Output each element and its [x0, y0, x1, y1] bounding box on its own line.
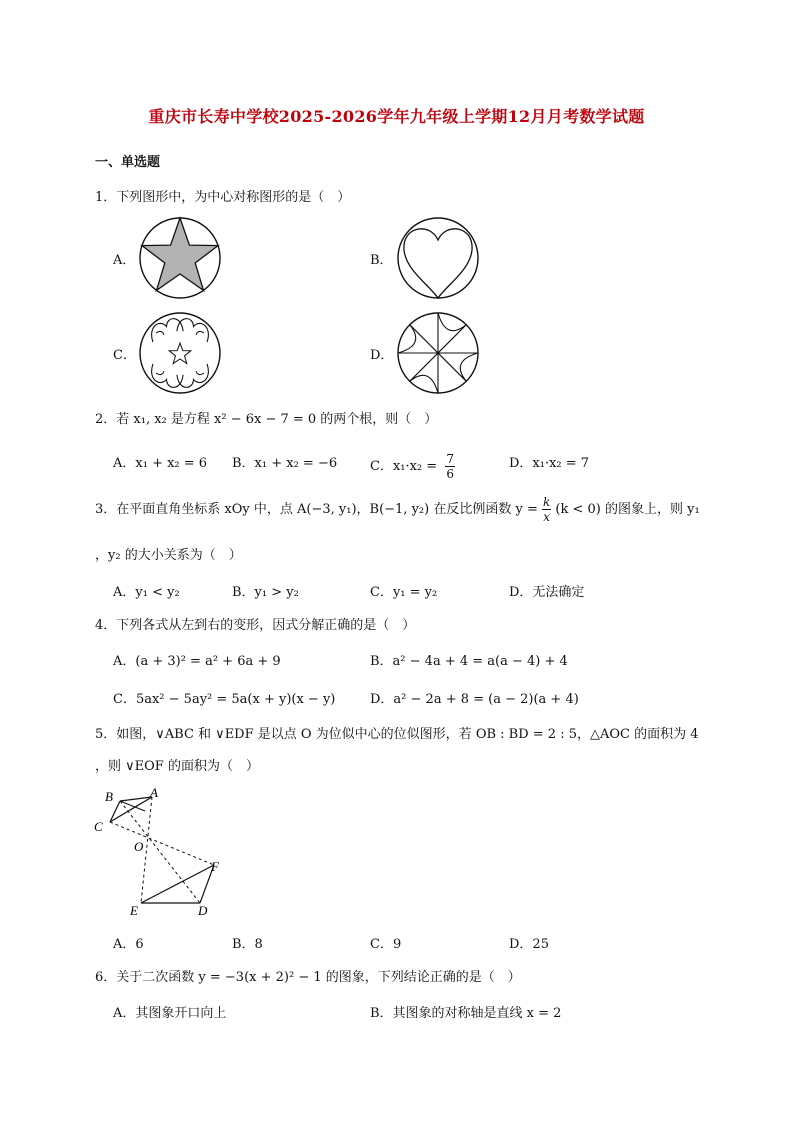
q3-option-b[interactable]: B．y₁ > y₂	[232, 585, 299, 600]
fig-label-o: O	[134, 839, 144, 854]
q6-option-b[interactable]: B．其图象的对称轴是直线 x = 2	[370, 1006, 562, 1021]
q3-option-d[interactable]: D．无法确定	[509, 585, 585, 600]
q3-fraction-numerator: k	[542, 495, 551, 509]
q5-option-b[interactable]: B．8	[232, 937, 263, 952]
fig-label-d: D	[198, 903, 208, 918]
q5-option-a[interactable]: A．6	[113, 937, 144, 952]
q6-option-a[interactable]: A．其图象开口向上	[113, 1006, 227, 1021]
q3-stem-line1	[95, 495, 700, 524]
q3-stem-post: (k < 0) 的图象上，则 y₁	[555, 502, 700, 517]
q3-stem-line2: ，y₂ 的大小关系为（ ）	[95, 548, 242, 563]
q2-option-d[interactable]: D．x₁·x₂ = 7	[509, 456, 590, 471]
section-heading: 一、单选题	[95, 155, 161, 170]
q5-stem-line2: ，则 ∨EOF 的面积为（ ）	[95, 759, 259, 774]
fig-label-c: C	[94, 819, 103, 834]
q6-stem: 6．关于二次函数 y = −3(x + 2)² − 1 的图象，下列结论正确的是（ ）	[95, 970, 521, 985]
q4-stem: 4．下列各式从左到右的变形，因式分解正确的是（ ）	[95, 618, 416, 633]
q1-figure-c-hearts-and-star	[138, 311, 222, 395]
q3-stem-pre: 3．在平面直角坐标系 xOy 中，点 A(−3, y₁)，B(−1, y₂) 在反比例函数 y =	[95, 502, 538, 517]
q1-figure-a-star-in-circle	[138, 216, 222, 300]
q4-option-c[interactable]: C．5ax² − 5ay² = 5a(x + y)(x − y)	[113, 692, 336, 707]
q2-option-b[interactable]: B．x₁ + x₂ = −6	[232, 456, 338, 471]
q1-option-b-label[interactable]: B．	[370, 253, 393, 268]
q4-option-d[interactable]: D．a² − 2a + 8 = (a − 2)(a + 4)	[370, 692, 579, 707]
q2-option-a[interactable]: A．x₁ + x₂ = 6	[113, 456, 208, 471]
q1-option-a-label[interactable]: A．	[113, 253, 136, 268]
fig-label-f: F	[211, 859, 219, 874]
q5-stem-line1: 5．如图，∨ABC 和 ∨EDF 是以点 O 为位似中心的位似图形，若 OB : BD = 2 : 5，△AOC 的面积为 4	[95, 727, 699, 742]
q2-option-c-fraction	[445, 452, 455, 481]
q3-fraction-denominator: x	[543, 510, 551, 524]
q1-figure-b-heart-in-circle	[396, 216, 480, 300]
q4-option-a[interactable]: A．(a + 3)² = a² + 6a + 9	[113, 654, 281, 669]
q3-option-c[interactable]: C．y₁ = y₂	[370, 585, 438, 600]
q2-stem: 2．若 x₁, x₂ 是方程 x² − 6x − 7 = 0 的两个根，则（ ）	[95, 412, 438, 427]
fig-label-b: B	[105, 789, 113, 804]
q1-figure-d-pinwheel-arcs	[396, 311, 480, 395]
q2-option-c-denominator: 6	[446, 467, 454, 481]
q5-figure-similar-triangles	[90, 785, 230, 920]
q3-fraction	[542, 495, 551, 524]
fig-label-a: A	[150, 785, 158, 800]
q1-option-c-label[interactable]: C．	[113, 348, 136, 363]
q2-option-c-text: C．x₁·x₂ =	[370, 459, 438, 474]
fig-label-e: E	[130, 903, 138, 918]
q1-option-d-label[interactable]: D．	[370, 348, 394, 363]
q5-option-c[interactable]: C．9	[370, 937, 402, 952]
q1-stem: 1．下列图形中，为中心对称图形的是（ ）	[95, 190, 351, 205]
q4-option-b[interactable]: B．a² − 4a + 4 = a(a − 4) + 4	[370, 654, 568, 669]
q3-option-a[interactable]: A．y₁ < y₂	[113, 585, 180, 600]
q2-option-c-numerator: 7	[446, 452, 454, 466]
q5-option-d[interactable]: D．25	[509, 937, 549, 952]
page-title: 重庆市长寿中学校2025-2026学年九年级上学期12月月考数学试题	[148, 107, 645, 126]
q2-option-c[interactable]	[370, 452, 455, 481]
